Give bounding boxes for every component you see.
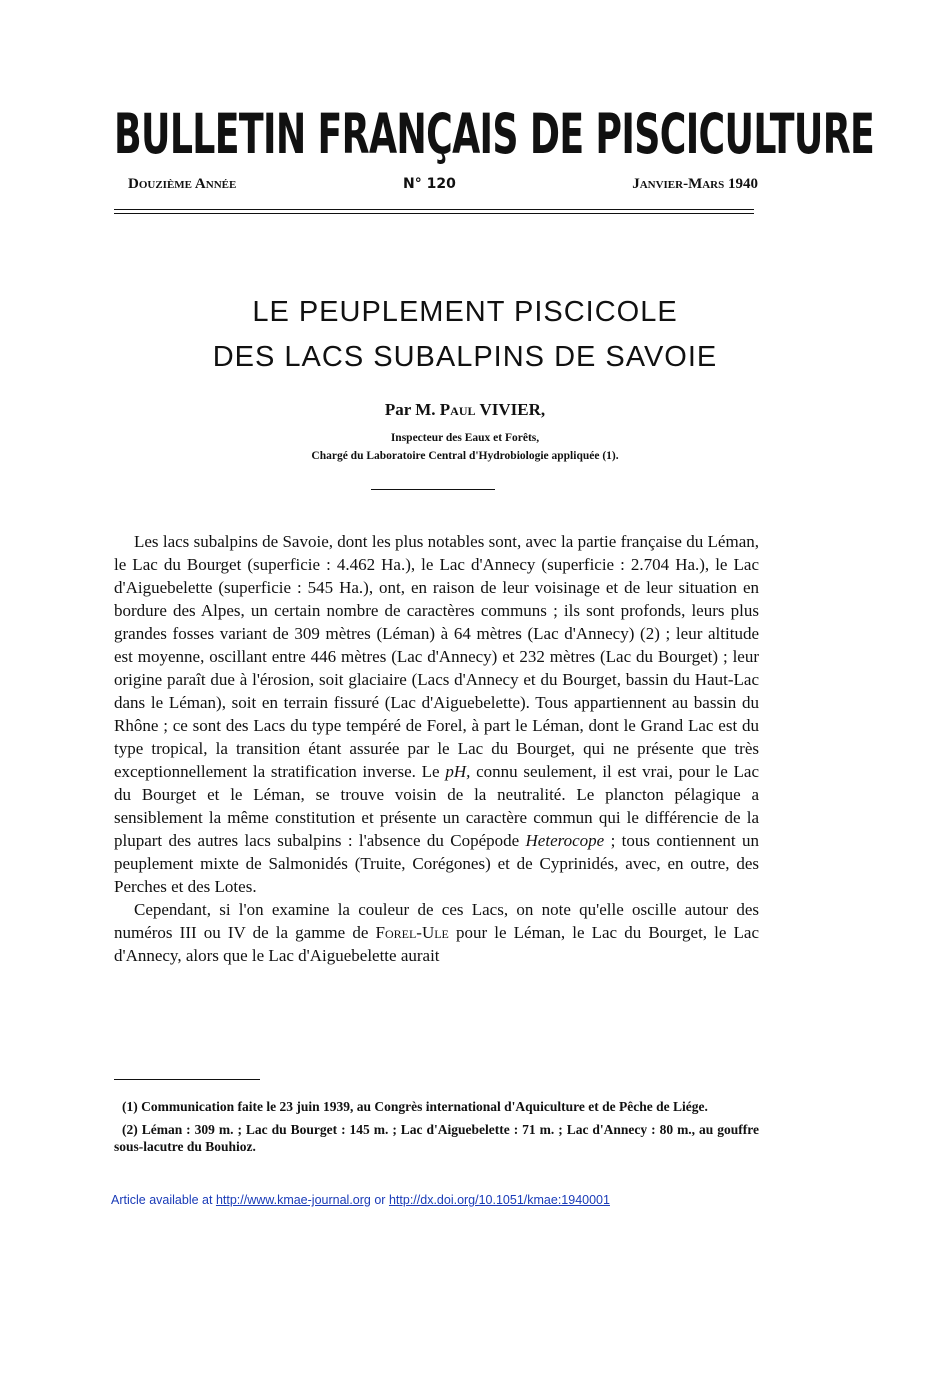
header-rule-top xyxy=(114,209,754,210)
footnotes xyxy=(114,1098,759,1161)
journal-link[interactable]: http://www.kmae-journal.org xyxy=(215,1193,371,1207)
journal-title: BULLETIN FRANÇAIS DE PISCICULTURE xyxy=(114,102,875,166)
paragraph-2: Cependant, si l'on examine la couleur de ces Lacs, on note qu'elle oscille autour des numéros III ou IV de la gamme de Forel-Ule pour le Léman, le Lac du Bourget, le Lac d'Annecy, alors que le Lac d'Aiguebelette aurait xyxy=(114,900,760,965)
affiliation-line-2: Chargé du Laboratoire Central d'Hydrobiologie appliquée (1). xyxy=(311,450,619,462)
author-name: Paul VIVIER, xyxy=(439,400,546,419)
forel-ule-term: Forel-Ule xyxy=(375,923,449,942)
ph-term: pH, xyxy=(445,762,471,781)
issue-date: Janvier-Mars 1940 xyxy=(632,176,758,192)
author-line xyxy=(0,400,930,420)
author-prefix: Par M. xyxy=(384,400,436,419)
article-title-line-1: LE PEUPLEMENT PISCICOLE xyxy=(252,296,678,328)
article-body xyxy=(114,530,759,967)
footnote-1: (1) Communication faite le 23 juin 1939, au Congrès international d'Aquiculture et de Pêche de Liége. xyxy=(122,1099,708,1114)
footnote-separator xyxy=(114,1079,260,1080)
heterocope-term: Heterocope xyxy=(525,831,605,850)
article-title-line-2: DES LACS SUBALPINS DE SAVOIE xyxy=(212,341,718,373)
affiliation-line-1: Inspecteur des Eaux et Forêts, xyxy=(390,432,540,444)
availability-notice: Article available at http://www.kmae-journal.org or http://dx.doi.org/10.1051/kmae:1940001 xyxy=(111,1193,610,1207)
header-rule-bottom xyxy=(114,213,754,214)
footnote-2: (2) Léman : 309 m. ; Lac du Bourget : 145 m. ; Lac d'Aiguebelette : 71 m. ; Lac d'Annecy : 80 m., au gouffre sous-lacutre du Bouhioz. xyxy=(114,1122,759,1154)
doi-link[interactable]: http://dx.doi.org/10.1051/kmae:1940001 xyxy=(388,1193,610,1207)
paragraph-1: Les lacs subalpins de Savoie, dont les plus notables sont, avec la partie française du Léman, le Lac du Bourget (superficie : 4.462 Ha.), le Lac d'Annecy (superficie : 2.704 Ha.), le Lac d'Aiguebelette (superficie : 545 Ha.), ont, en raison de leur voisinage et de leur situation en bordure des Alpes, un certain nombre de caractères communs ; ils sont profonds, leurs plus grandes fosses variant de 309 mètres (Léman) à 64 mètres (Lac d'Annecy) (2) ; leur altitude est moyenne, oscillant entre 446 mètres (Lac d'Annecy) et 232 mètres (Lac du Bourget) ; leur origine paraît due à l'érosion, soit glaciaire (Lacs d'Annecy et du Bourget, bassin du Haut-Lac dans le Léman), soit en terrain fissuré (Lac d'Aiguebelette). Tous appartiennent au bassin du Rhône ; ce sont des Lacs du type tempéré de Forel, à part le Léman, dont le Grand Lac est du type tropical, la transition étant assurée par le Lac du Bourget, qui ne présente que très exceptionnellement la stratification inverse. Le pH, connu seulement, il est vrai, pour le Lac du Bourget et le Léman, se trouve voisin de la neutralité. Le plancton pélagique a sensiblement la même constitution et présente un caractère commun qui le différencie de la plupart des autres lacs subalpins : l'absence du Copépode Heterocope ; tous contiennent un peuplement mixte de Salmonidés (Truite, Corégones) et de Cyprinidés, avec, en outre, des Perches et des Lotes. xyxy=(114,532,760,896)
issue-year: Douzième Année xyxy=(128,176,237,192)
issue-number: N° 120 xyxy=(403,176,456,192)
issue-line xyxy=(128,176,758,196)
title-separator xyxy=(371,489,495,490)
